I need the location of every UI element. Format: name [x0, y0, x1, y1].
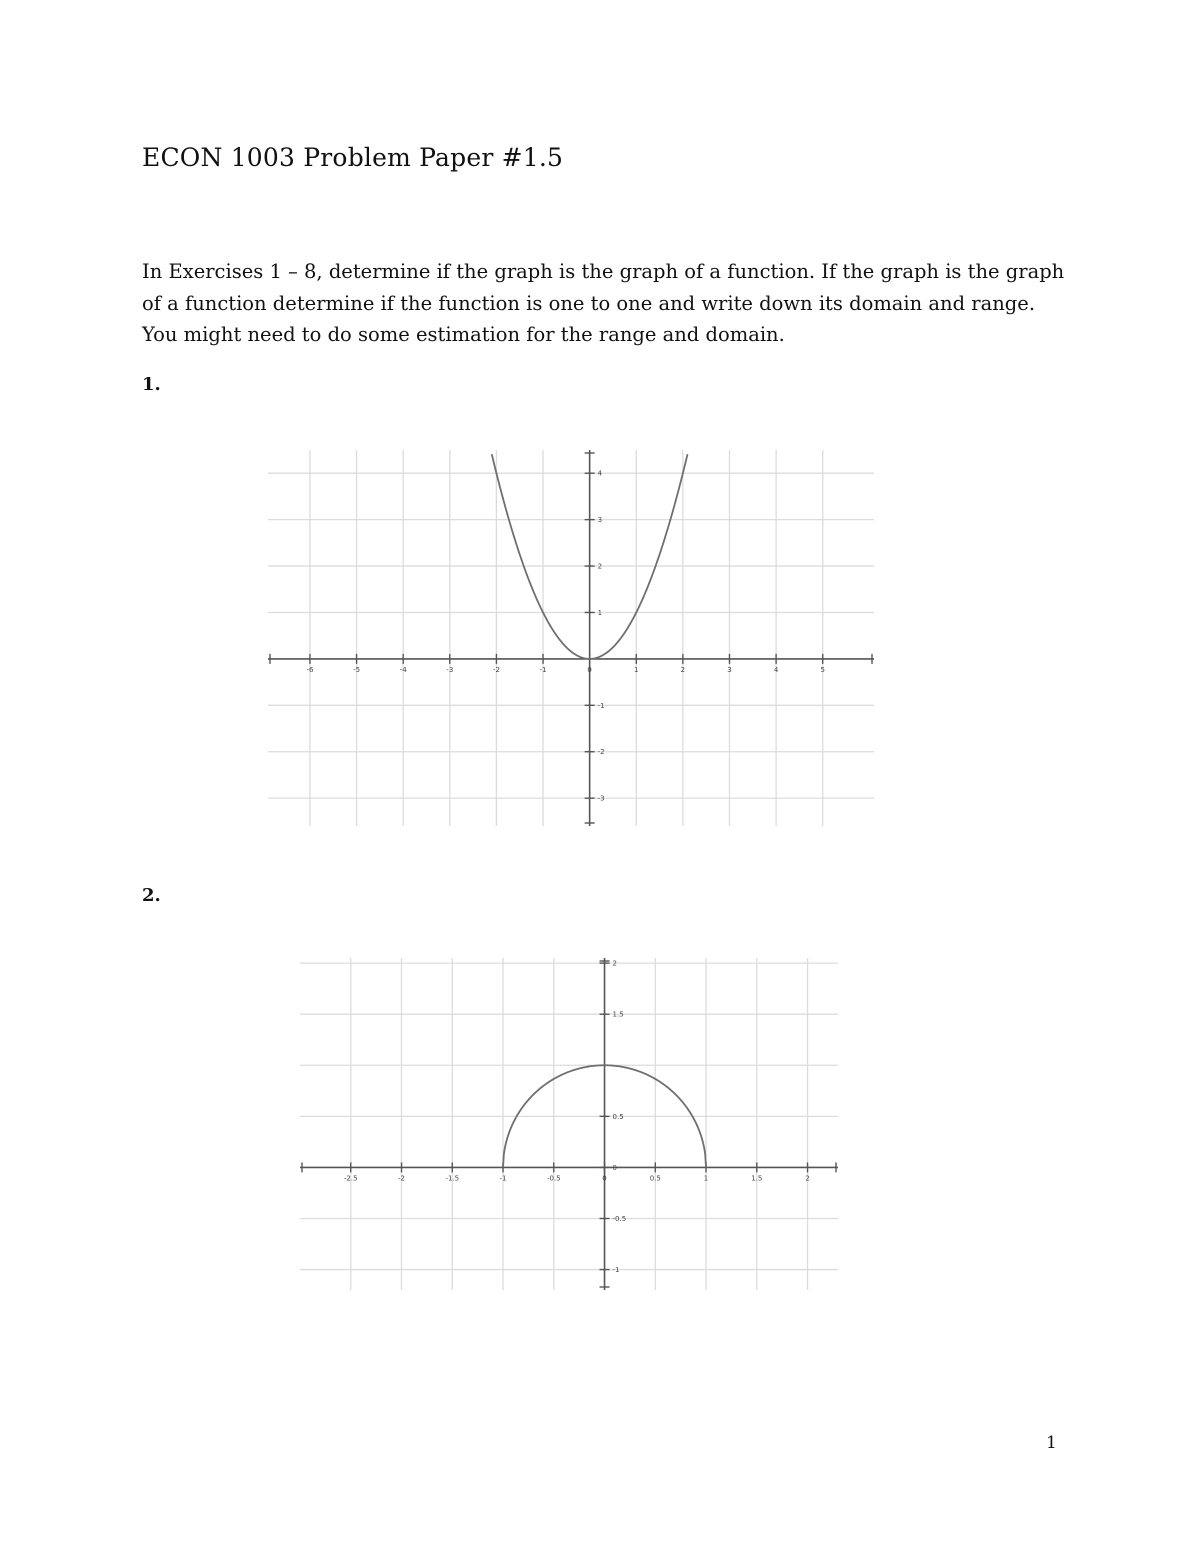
- x-tick-label: 5: [820, 665, 825, 674]
- x-tick-label: 0: [587, 665, 592, 674]
- exercise-2-graph: [300, 958, 838, 1290]
- x-tick-label: -1: [499, 1174, 507, 1183]
- y-tick-label: 1: [597, 608, 603, 617]
- y-tick-label: -2: [597, 748, 605, 757]
- x-tick-label: -6: [306, 665, 314, 674]
- page-number: 1: [1046, 1433, 1057, 1453]
- x-tick-label: -4: [399, 665, 407, 674]
- x-tick-label: 4: [773, 665, 779, 674]
- x-tick-label: 3: [727, 665, 732, 674]
- x-tick-label: 0.5: [649, 1174, 661, 1183]
- x-tick-label: 1: [634, 665, 639, 674]
- x-tick-label: -1.5: [445, 1174, 460, 1183]
- x-tick-label: -0.5: [546, 1174, 561, 1183]
- page-title: ECON 1003 Problem Paper #1.5: [142, 143, 564, 172]
- x-tick-label: -2.5: [343, 1174, 358, 1183]
- instructions-paragraph: [142, 256, 1082, 351]
- y-tick-label: 1.5: [612, 1010, 624, 1019]
- y-tick-label: 4: [597, 469, 603, 478]
- instructions-line: of a function determine if the function is one to one and write down its domain and range.: [142, 291, 1036, 315]
- y-tick-label: 0: [612, 1163, 617, 1172]
- x-tick-label: -1: [539, 665, 547, 674]
- instructions-line: You might need to do some estimation for the range and domain.: [142, 323, 785, 346]
- y-tick-label: -0.5: [612, 1214, 627, 1223]
- y-tick-label: -3: [597, 794, 605, 803]
- y-tick-label: 2: [597, 562, 603, 571]
- exercise-1-graph: [268, 450, 874, 826]
- exercise-2-number: 2.: [142, 885, 161, 906]
- x-tick-label: 1.5: [751, 1174, 763, 1183]
- x-tick-label: 1: [703, 1174, 709, 1183]
- x-tick-label: -5: [353, 665, 361, 674]
- y-tick-label: 2: [612, 959, 617, 968]
- y-tick-label: 0.5: [612, 1112, 624, 1121]
- x-tick-label: -2: [492, 665, 500, 674]
- x-tick-label: 2: [680, 665, 686, 674]
- y-tick-label: -1: [597, 701, 605, 710]
- y-tick-label: -1: [612, 1266, 620, 1275]
- x-tick-label: 0: [602, 1174, 607, 1183]
- instructions-line: In Exercises 1 – 8, determine if the graph is the graph of a function. If the graph is the graph: [142, 260, 1065, 283]
- y-tick-label: 3: [597, 516, 603, 525]
- x-tick-label: -2: [398, 1174, 406, 1183]
- x-tick-label: 2: [805, 1174, 810, 1183]
- x-tick-label: -3: [446, 665, 454, 674]
- exercise-1-number: 1.: [142, 374, 161, 395]
